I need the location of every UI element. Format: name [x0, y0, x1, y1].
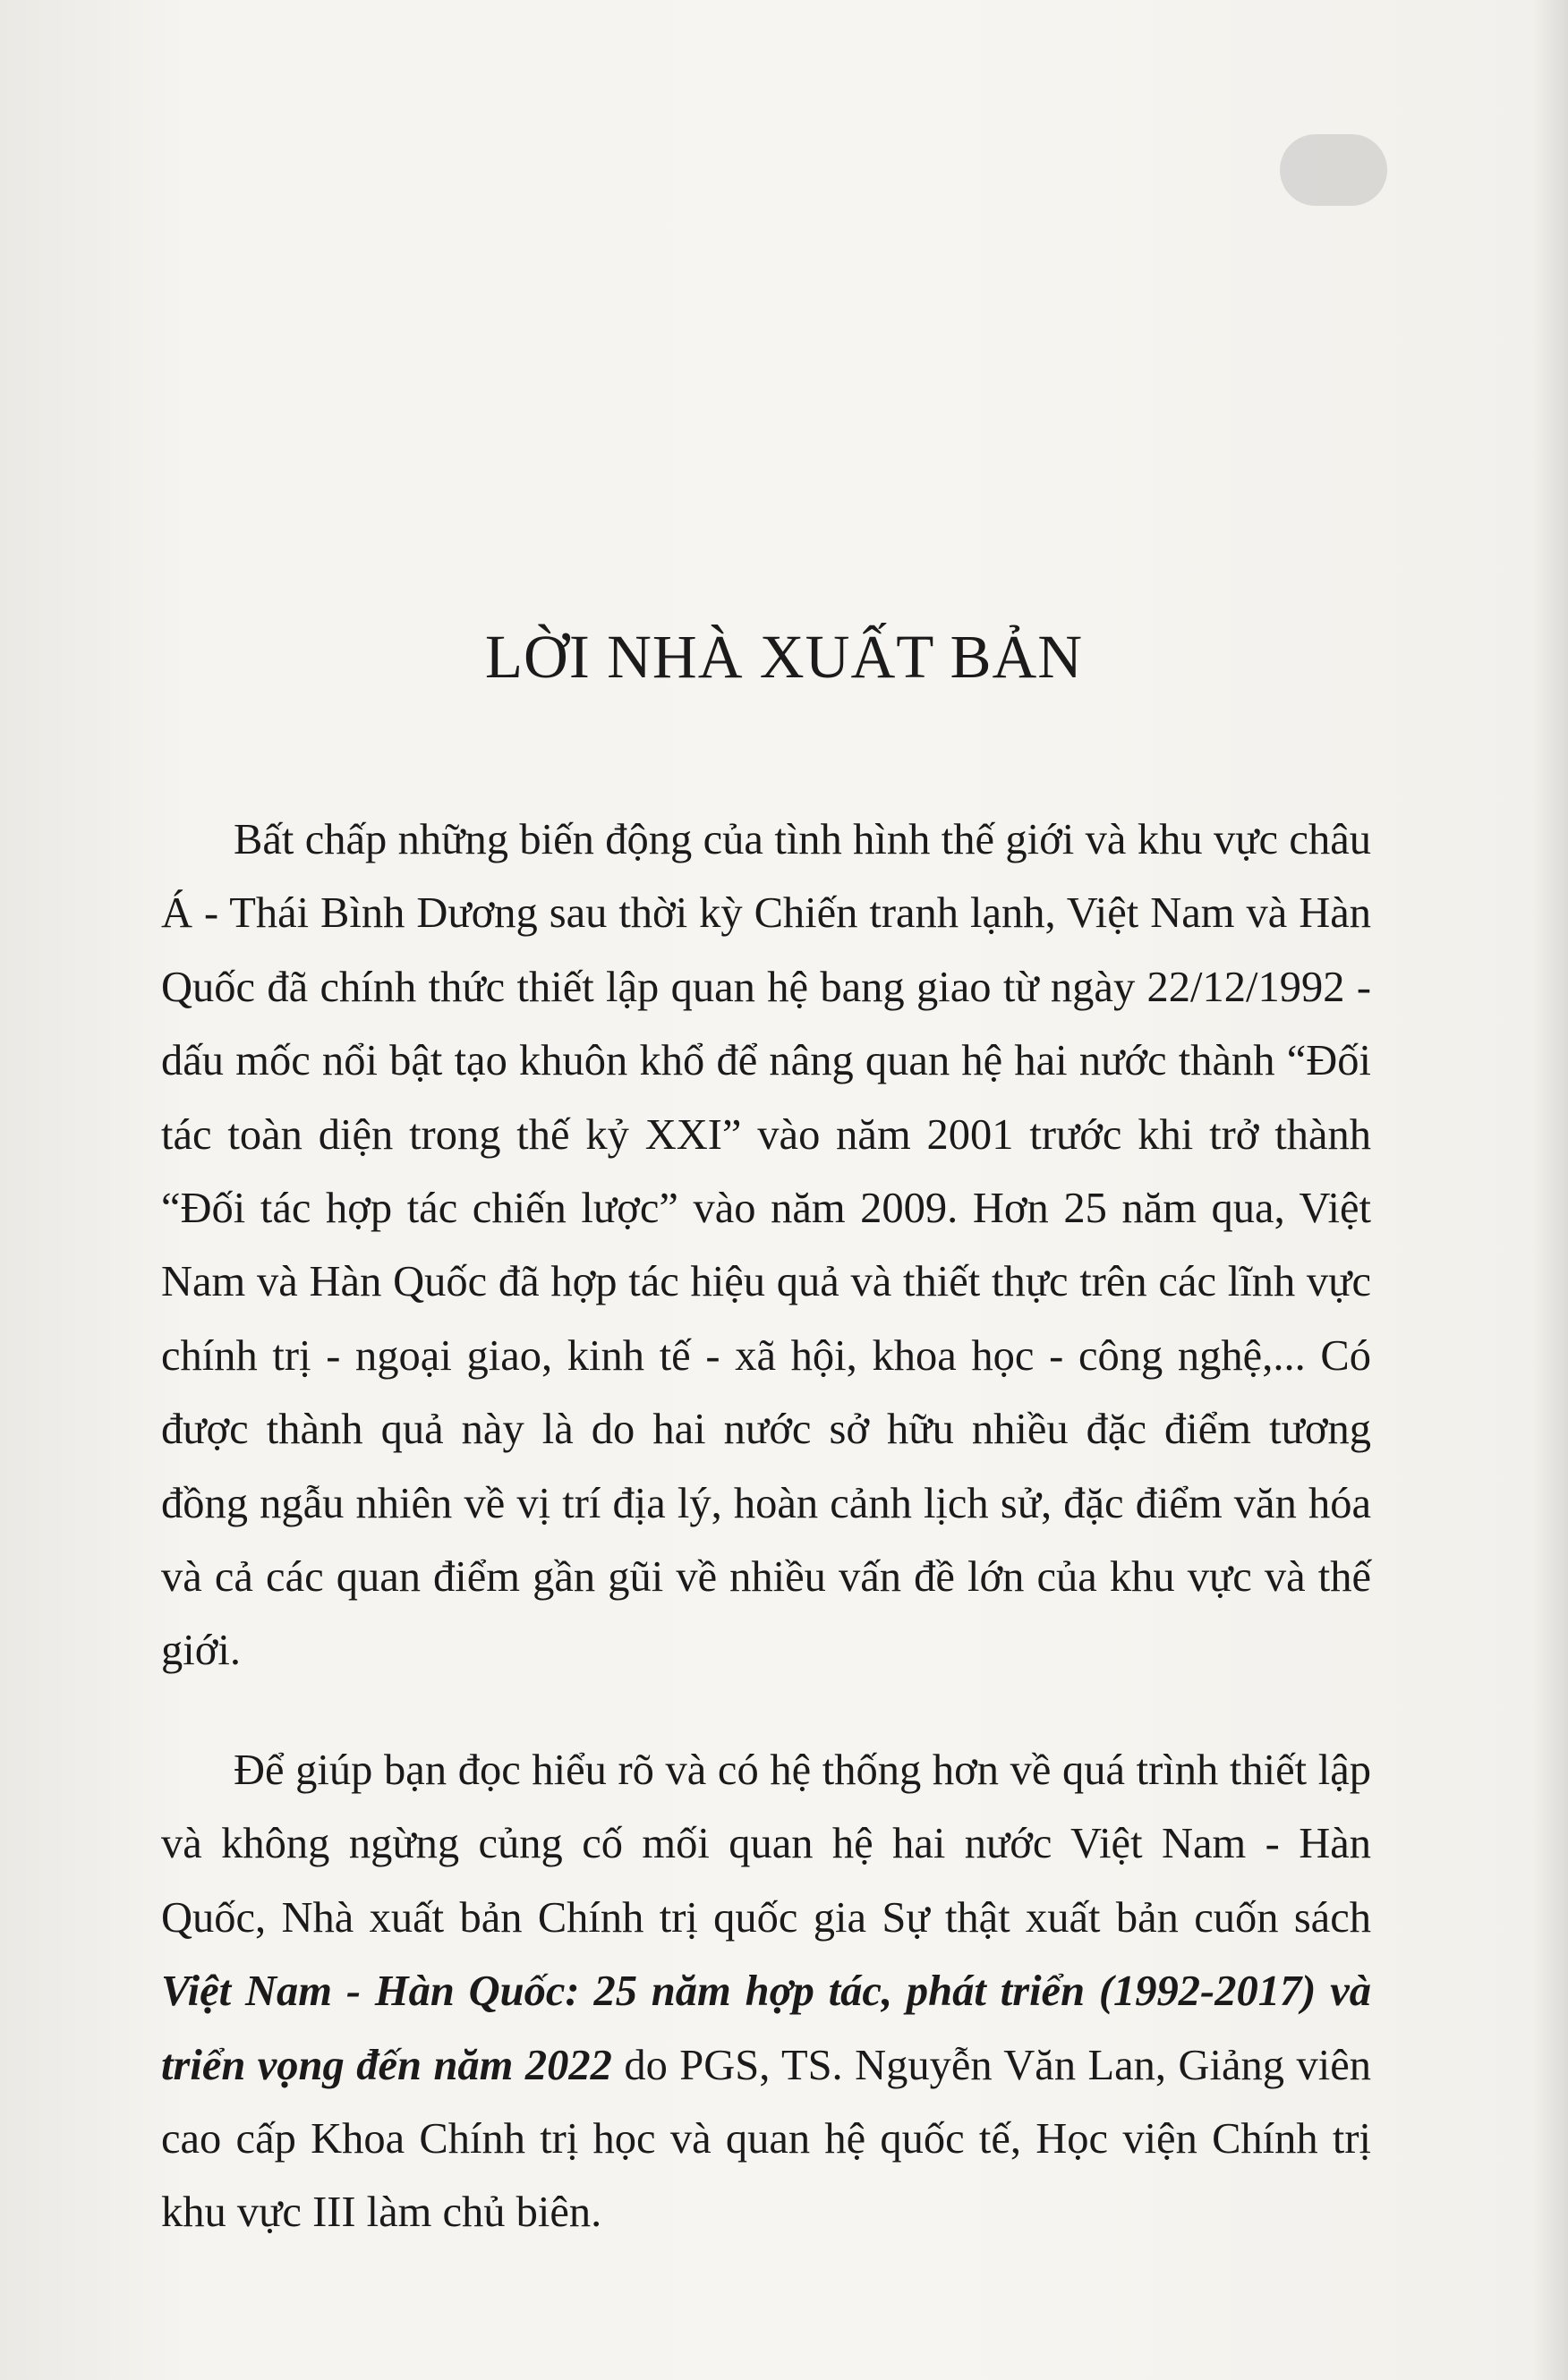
- paragraph-2: [161, 1734, 1371, 2250]
- bleed-through-page-tab: [1280, 134, 1387, 206]
- paragraph-2-outro: do PGS, TS. Nguyễn Văn Lan, Giảng viên cao cấp Khoa Chính trị học và quan hệ quốc tế, Học viện Chính trị khu vực III làm chủ biên.: [161, 2041, 1371, 2237]
- paragraph-1: Bất chấp những biến động của tình hình thế giới và khu vực châu Á - Thái Bình Dương sau thời kỳ Chiến tranh lạnh, Việt Nam và Hàn Quốc đã chính thức thiết lập quan hệ bang giao từ ngày 22/12/1992 - dấu mốc nổi bật tạo khuôn khổ để nâng quan hệ hai nước thành “Đối tác toàn diện trong thế kỷ XXI” vào năm 2001 trước khi trở thành “Đối tác hợp tác chiến lược” vào năm 2009. Hơn 25 năm qua, Việt Nam và Hàn Quốc đã hợp tác hiệu quả và thiết thực trên các lĩnh vực chính trị - ngoại giao, kinh tế - xã hội, khoa học - công nghệ,... Có được thành quả này là do hai nước sở hữu nhiều đặc điểm tương đồng ngẫu nhiên về vị trí địa lý, hoàn cảnh lịch sử, đặc điểm văn hóa và cả các quan điểm gần gũi về nhiều vấn đề lớn của khu vực và thế giới.: [161, 816, 1371, 1675]
- page-heading: LỜI NHÀ XUẤT BẢN: [484, 623, 1084, 691]
- paragraph-2-intro: Để giúp bạn đọc hiểu rõ và có hệ thống hơn về quá trình thiết lập và không ngừng củng cố mối quan hệ hai nước Việt Nam - Hàn Quốc, Nhà xuất bản Chính trị quốc gia Sự thật xuất bản cuốn sách: [161, 1747, 1371, 1942]
- book-title: Việt Nam - Hàn Quốc: 25 năm hợp tác, phát triển (1992-2017) và triển vọng đến năm 2022: [161, 1968, 1371, 2089]
- page-edge-shadow: [1532, 0, 1568, 2380]
